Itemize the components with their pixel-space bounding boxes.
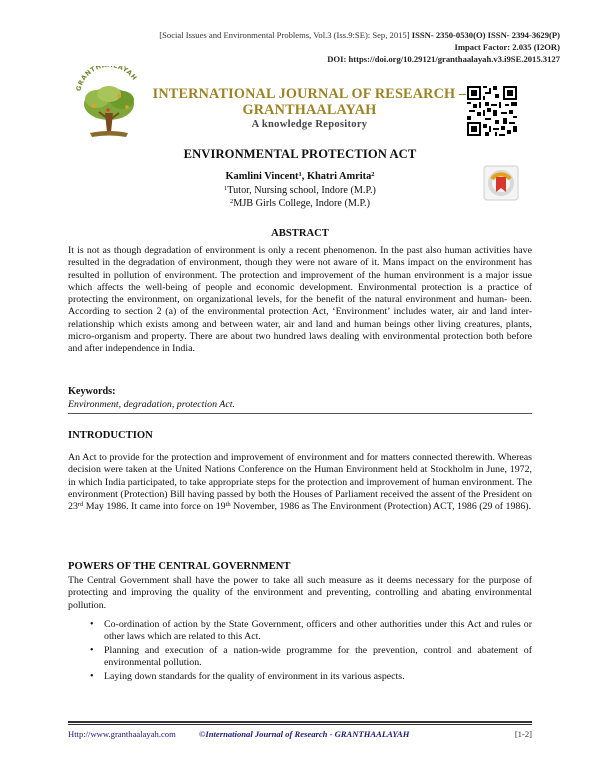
keywords-label: Keywords: — [68, 386, 116, 397]
qr-code — [467, 86, 517, 136]
header-citation-line — [159, 30, 560, 41]
bullet-marker: • — [90, 619, 94, 630]
logo-arc-text: GRANTH AYAH — [74, 66, 139, 92]
crossmark-badge[interactable] — [483, 165, 519, 201]
affiliation-2: $^2$MJB Girls College, Indore (M.P.) — [230, 198, 370, 209]
affiliation-1: $^1$Tutor, Nursing school, Indore (M.P.) — [224, 185, 376, 196]
footer-url-link[interactable]: Http://www.granthaalayah.com — [68, 729, 176, 739]
author-2: Khatri Amrita — [306, 171, 372, 182]
author-1: Kamlini Vincent — [225, 171, 299, 182]
tree-logo-icon — [72, 66, 146, 142]
abstract-heading: ABSTRACT — [271, 228, 329, 239]
list-item: Planning and execution of a nation-wide programme for the prevention, control and abatement of environmental pollution. — [104, 645, 532, 669]
keywords-text: Environment, degradation, protection Act. — [68, 399, 235, 410]
powers-text: The Central Government shall have the power to take all such measure as it deems necessary for the purpose of protecting and improving the quality of the environment and preventing, controlling and abating environmental pollution. — [68, 575, 532, 611]
crossmark-icon — [483, 165, 519, 201]
page-number: [1-2] — [514, 729, 532, 739]
issn-text: ISSN- 2350-0530(O) ISSN- 2394-3629(P) — [411, 30, 560, 40]
impact-factor: Impact Factor: 2.035 (I2OR) — [454, 42, 560, 52]
article-title: ENVIRONMENTAL PROTECTION ACT — [183, 147, 417, 161]
abstract-text: It is not as though degradation of environment is only a recent phenomenon. In the past also human activities have resulted in the degradation of environment, though they were not aware of it. Mans impact on the environment has resulted in pollution of environment. The protection and improvement of the human environment is a major issue which affects the well-being of people and economic development. Environmental protection is a practice of protecting the environment, on organizational levels, for the benefit of the natural environment and human- been. According to section 2 (a) of the environmental protection Act, ‘Environment’ includes water, air and land inter-relationship which exists among and between water, air and land and human beings other living creatures, plants, micro-organism and property. There are about two hundred laws dealing with environmental protection both before and after independence in India. — [68, 245, 532, 355]
author-line: Kamlini Vincent$^1$, Khatri Amrita$^2$ — [225, 171, 375, 182]
journal-tagline: A knowledge Repository — [251, 119, 368, 130]
list-item: Laying down standards for the quality of environment in its various aspects. — [104, 671, 405, 682]
footer-divider-thin — [68, 724, 532, 725]
bullet-marker: • — [90, 671, 94, 682]
abstract-divider — [68, 413, 532, 414]
citation-text: [Social Issues and Environmental Problems, Vol.3 (Iss.9:SE): Sep, 2015] — [159, 30, 410, 40]
journal-logo — [72, 66, 146, 142]
introduction-heading: INTRODUCTION — [68, 430, 153, 441]
bullet-marker: • — [90, 645, 94, 656]
introduction-text: An Act to provide for the protection and improvement of environment and for matters connected therewith. Whereas decision were taken at the United Nations Conference on the Human Environment held at Stockholm in June, 1972, in which India participated, to take appropriate steps for the protection and improvement of human environment. The environment (Protection) Bill having passed by both the Houses of Parliament received the assent of the President on 23rd May 1986. It came into force on 19th November, 1986 as The Environment (Protection) ACT, 1986 (29 of 1986). — [68, 452, 532, 513]
list-item: Co-ordination of action by the State Government, officers and other authorities under this Act and rules or other laws which are related to this Act. — [104, 619, 532, 643]
journal-title: INTERNATIONAL JOURNAL OF RESEARCH – GRANTHAALAYAH — [152, 86, 467, 118]
footer-copyright: ©International Journal of Research - GRANTHAALAYAH — [199, 729, 410, 739]
footer-divider — [68, 721, 532, 723]
qr-code-icon — [467, 86, 517, 136]
doi-link[interactable]: DOI: https://doi.org/10.29121/granthaalayah.v3.i9SE.2015.3127 — [327, 54, 560, 64]
powers-heading: POWERS OF THE CENTRAL GOVERNMENT — [68, 561, 291, 572]
